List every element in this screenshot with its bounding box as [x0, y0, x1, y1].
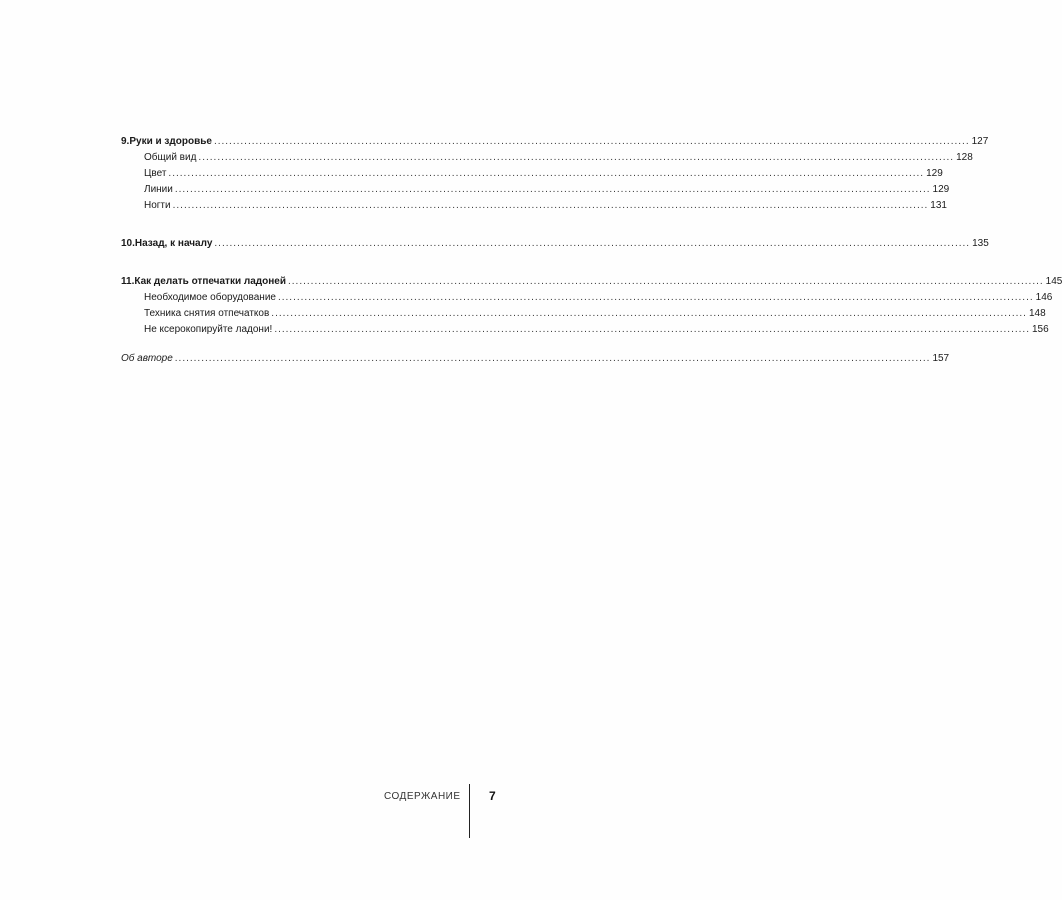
toc-entry	[121, 322, 1049, 338]
dot-leader: ........................................................................................................................................................................................................	[213, 136, 970, 147]
toc-entry	[121, 290, 1053, 306]
chapter-title: Как делать отпечатки ладоней	[134, 276, 286, 287]
entry-title: Общий вид	[144, 152, 197, 163]
entry-title: Техника снятия отпечатков	[144, 308, 270, 319]
toc-entry	[121, 166, 943, 182]
toc-chapter-11	[121, 274, 1062, 290]
page-number: 131	[930, 200, 947, 211]
dot-leader: ........................................................................................................................................................................................................	[274, 324, 1030, 335]
entry-title: Цвет	[144, 168, 167, 179]
toc-chapter-9	[121, 134, 989, 150]
page-number: 148	[1028, 308, 1046, 319]
about-title: Об авторе	[121, 353, 173, 364]
dot-leader: ........................................................................................................................................................................................................	[174, 184, 931, 195]
page-number: 135	[972, 238, 989, 249]
page-number: 129	[932, 184, 950, 195]
entry-title: Необходимое оборудование	[144, 292, 276, 303]
toc-chapter-10	[121, 236, 989, 252]
chapter-number: 11.	[121, 276, 135, 287]
page-number: 145	[1045, 276, 1062, 287]
folio-page-number: 7	[489, 789, 496, 803]
running-footer-label: СОДЕРЖАНИЕ	[384, 791, 461, 802]
toc-entry	[121, 198, 947, 214]
dot-leader: ........................................................................................................................................................................................................	[288, 276, 1044, 287]
page-number: 127	[971, 136, 989, 147]
chapter-number: 10.	[121, 238, 135, 249]
dot-leader: ........................................................................................................................................................................................................	[277, 292, 1034, 303]
entry-title: Ногти	[144, 200, 171, 211]
page-number: 146	[1035, 292, 1053, 303]
chapter-title: Назад, к началу	[134, 238, 213, 249]
toc-entry	[121, 306, 1046, 322]
page-number: 128	[956, 152, 973, 163]
toc-entry	[121, 182, 950, 198]
dot-leader: ........................................................................................................................................................................................................	[168, 168, 925, 179]
page-number: 129	[926, 168, 943, 179]
dot-leader: ........................................................................................................................................................................................................	[172, 200, 929, 211]
entry-title: Линии	[144, 184, 173, 195]
dot-leader: ........................................................................................................................................................................................................	[174, 353, 931, 364]
page-number: 156	[1031, 324, 1049, 335]
footer-divider	[469, 784, 470, 838]
dot-leader: ........................................................................................................................................................................................................	[198, 152, 955, 163]
table-of-contents	[121, 134, 1062, 367]
chapter-title: Руки и здоровье	[129, 136, 212, 147]
chapter-number: 9.	[121, 136, 130, 147]
dot-leader: ........................................................................................................................................................................................................	[271, 308, 1027, 319]
toc-about-author	[121, 351, 950, 367]
entry-title: Не ксерокопируйте ладони!	[144, 324, 273, 335]
dot-leader: ........................................................................................................................................................................................................	[214, 238, 971, 249]
toc-entry	[121, 150, 973, 166]
page-number: 157	[932, 353, 950, 364]
